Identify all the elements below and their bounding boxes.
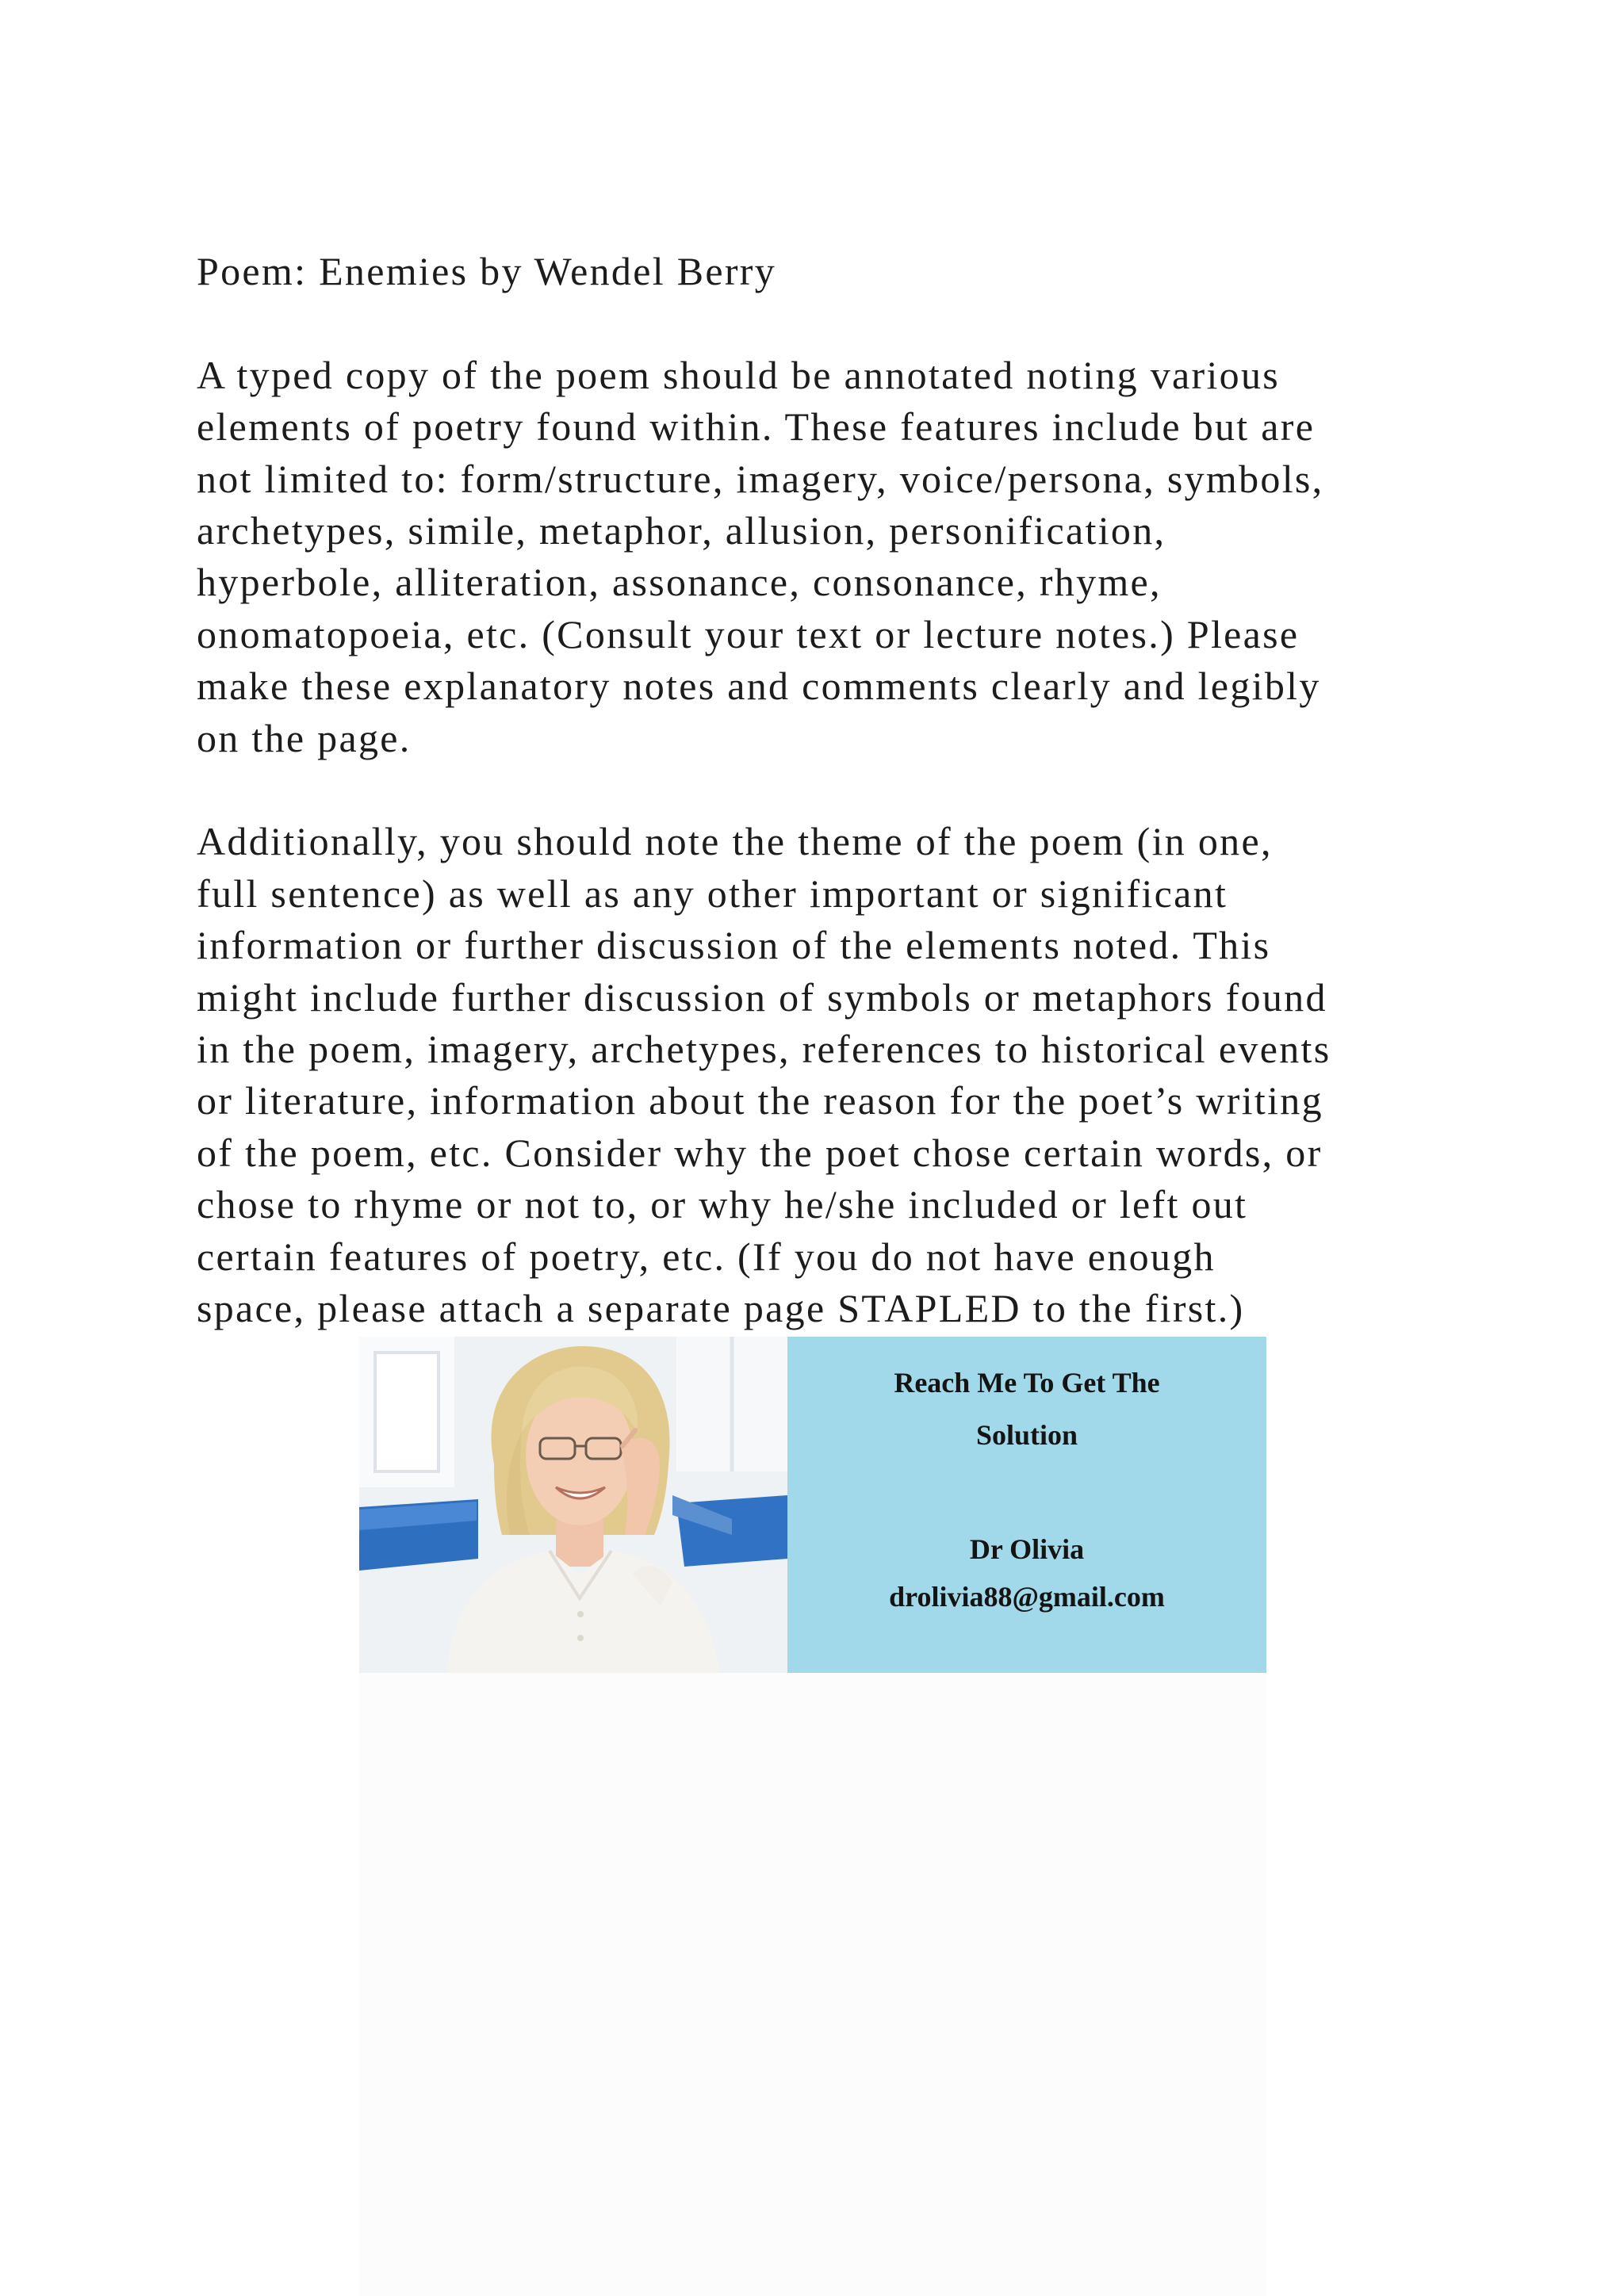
contact-panel — [787, 1337, 1266, 1673]
contact-name: Dr Olivia — [969, 1533, 1085, 1565]
contact-banner — [359, 1337, 1266, 1673]
instructions-paragraph-1: A typed copy of the poem should be annotated noting various elements of poetry found within. These features include but are not limited to: form/structure, imagery, voice/persona, symbols, archetypes, simile, metaphor, allusion, personification, hyperbole, alliteration, assonance, consonance, rhyme, onomatopoeia, etc. (Consult your text or lecture notes.) Please make these explanatory notes and comments clearly and legibly on the page. — [197, 352, 1324, 760]
contact-email: drolivia88@gmail.com — [889, 1581, 1165, 1613]
document-body — [197, 246, 1481, 1335]
tutor-photo — [359, 1337, 787, 1673]
banner-headline-line-2: Solution — [975, 1419, 1078, 1451]
woman-with-glasses-image — [359, 1337, 787, 1673]
banner-headline-line-1: Reach Me To Get The — [894, 1367, 1160, 1399]
blank-area — [359, 1673, 1266, 2296]
instructions-paragraph-2: Additionally, you should note the theme of the poem (in one, full sentence) as well as any other important or significant information or further discussion of the elements noted. This might include further discussion of symbols or metaphors found in the poem, imagery, archetypes, references to historical events or literature, information about the reason for the poet’s writing of the poem, etc. Consider why the poet chose certain words, or chose to rhyme or not to, or why he/she included or left out certain features of poetry, etc. (If you do not have enough space, please attach a separate page STAPLED to the first.) — [197, 819, 1331, 1331]
poem-title-line: Poem: Enemies by Wendel Berry — [197, 249, 777, 293]
